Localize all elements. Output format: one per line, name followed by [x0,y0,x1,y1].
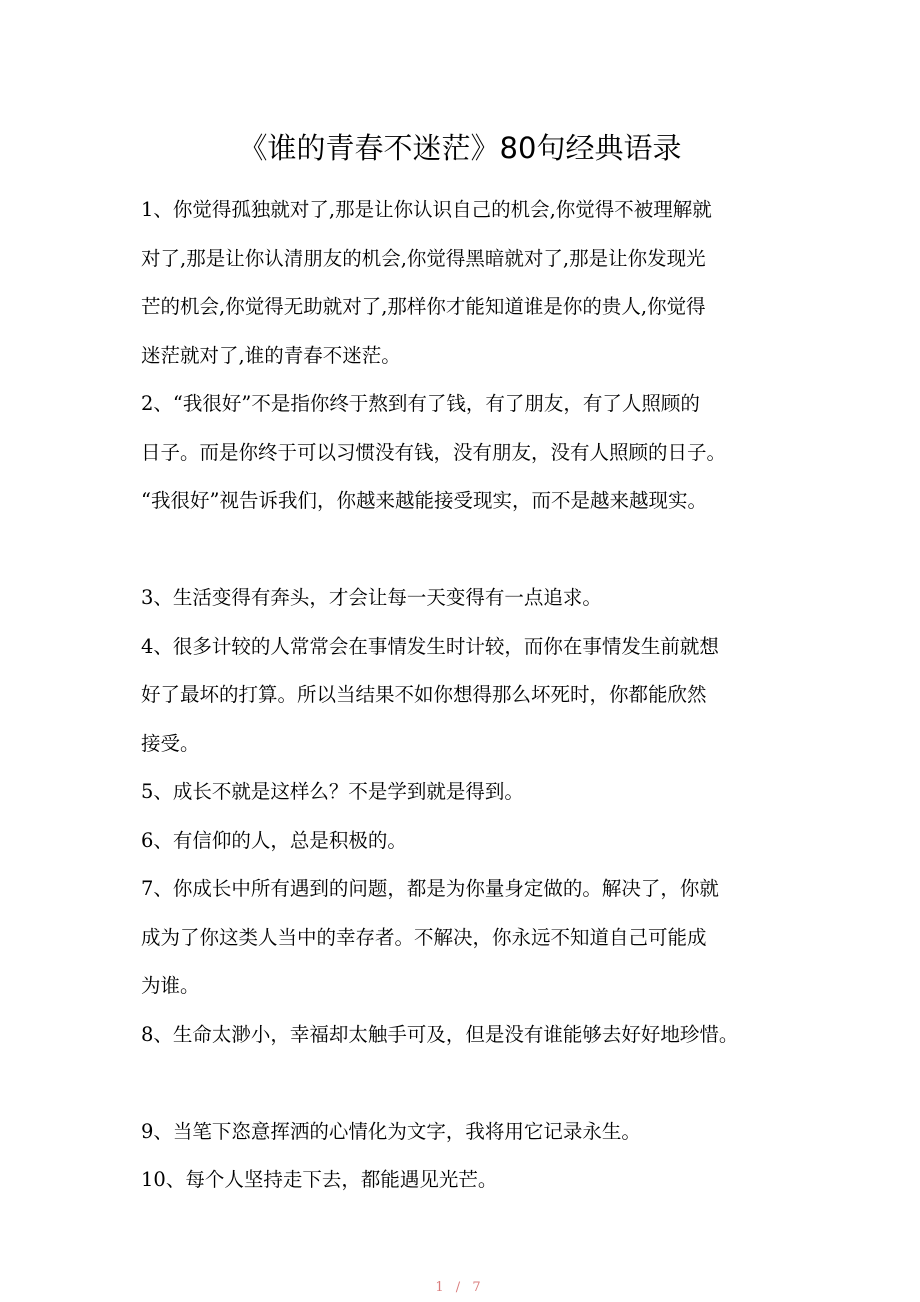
quote-1-line-2: 对了,那是让你认清朋友的机会,你觉得黑暗就对了,那是让你发现光 [141,246,706,270]
quote-4-line-2: 好了最坏的打算。所以当结果不如你想得那么坏死时，你都能欣然 [141,683,707,706]
quote-3-line-1: 3、生活变得有奔头，才会让每一天变得有一点追求。 [141,586,602,609]
quote-2-line-3: “我很好”视告诉我们，你越来越能接受现实，而不是越来越现实。 [141,489,707,512]
quote-6-line-1: 6、有信仰的人，总是积极的。 [141,828,407,852]
quote-7-line-1: 7、你成长中所有遇到的问题，都是为你量身定做的。解决了，你就 [141,877,719,900]
page-title: 《谁的青春不迷茫》80句经典语录 [238,131,682,165]
quote-4-line-1: 4、很多计较的人常常会在事情发生时计较，而你在事情发生前就想 [141,634,719,658]
quote-7-line-2: 成为了你这类人当中的幸存者。不解决，你永远不知道自己可能成 [141,925,707,949]
paragraph-spacer [141,526,793,575]
quote-list [141,186,793,1205]
quote-5-line-1: 5、成长不就是这样么？不是学到就是得到。 [141,780,524,803]
quote-4-line-3: 接受。 [141,731,200,755]
quote-1-line-4: 迷茫就对了,谁的青春不迷茫。 [141,343,401,367]
quote-9-line-1: 9、当笔下恣意挥洒的心情化为文字，我将用它记录永生。 [141,1119,641,1143]
quote-8-line-1: 8、生命太渺小，幸福却太触手可及，但是没有谁能够去好好地珍惜。 [141,1022,739,1046]
page-number: 1 / 7 [435,1280,485,1295]
quote-2-line-1: 2、“我很好”不是指你终于熬到有了钱，有了朋友，有了人照顾的 [141,392,700,415]
quote-10-line-1: 10、每个人坚持走下去，都能遇见光芒。 [141,1168,498,1191]
quote-2-line-2: 日子。而是你终于可以习惯没有钱，没有朋友，没有人照顾的日子。 [141,440,727,464]
quote-1-line-3: 芒的机会,你觉得无助就对了,那样你才能知道谁是你的贵人,你觉得 [141,295,706,318]
quote-1-line-1: 1、你觉得孤独就对了,那是让你认识自己的机会,你觉得不被理解就 [141,198,712,221]
paragraph-spacer [141,1059,793,1108]
quote-7-line-3: 为谁。 [141,974,200,997]
